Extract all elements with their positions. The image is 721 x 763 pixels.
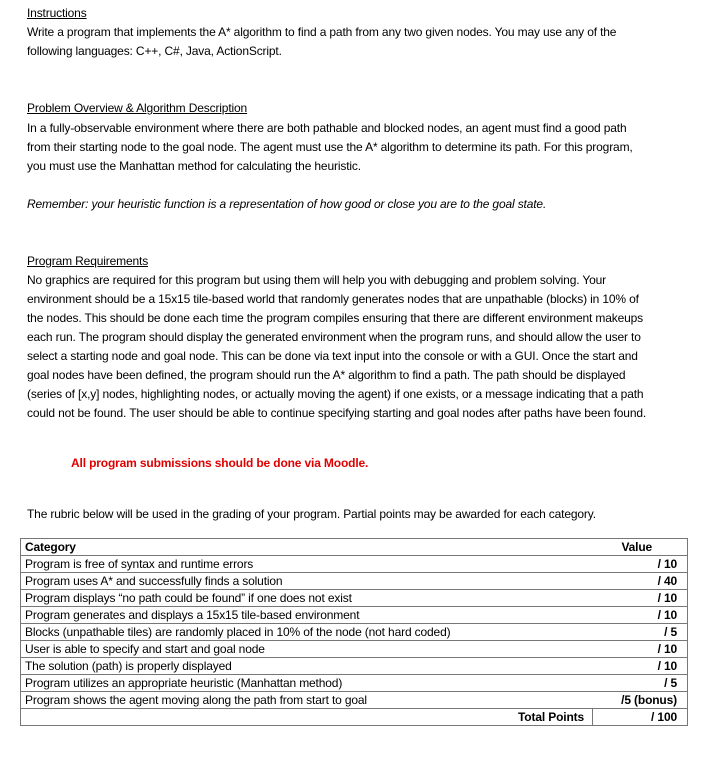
table-row [21, 590, 688, 607]
overview-text: In a fully-observable environment where there are both pathable and blocked nodes, an agent must find a good path [27, 121, 627, 135]
category-header: Category [21, 539, 593, 556]
requirements-text: No graphics are required for this program but using them will help you with debugging and problem solving. Your [27, 273, 607, 287]
value-cell: / 10 [593, 590, 688, 607]
category-cell: Program generates and displays a 15x15 tile-based environment [21, 607, 593, 624]
overview-text: from their starting node to the goal node. The agent must use the A* algorithm to determine its path. For this program, [27, 140, 633, 154]
total-label: Total Points [21, 709, 593, 726]
requirements-text: select a starting node and goal node. This can be done via text input into the console or with a GUI. Once the start and [27, 349, 638, 363]
table-row [21, 624, 688, 641]
requirements-text: each run. The program should display the generated environment when the program runs, and should allow the user to [27, 330, 641, 344]
submission-note: All program submissions should be done via Moodle. [71, 456, 369, 470]
value-cell: / 5 [593, 675, 688, 692]
table-row [21, 573, 688, 590]
instructions-text: Write a program that implements the A* algorithm to find a path from any two given nodes. You may use any of the [27, 25, 617, 39]
value-cell: / 5 [593, 624, 688, 641]
category-cell: Program is free of syntax and runtime errors [21, 556, 593, 573]
overview-heading: Problem Overview & Algorithm Description [27, 101, 248, 115]
table-header-row [21, 539, 688, 556]
category-cell: Program utilizes an appropriate heuristic (Manhattan method) [21, 675, 593, 692]
category-cell: User is able to specify and start and goal node [21, 641, 593, 658]
category-cell: The solution (path) is properly displayed [21, 658, 593, 675]
value-cell: / 40 [593, 573, 688, 590]
requirements-text: environment should be a 15x15 tile-based world that randomly generates nodes that are unpathable (blocks) in 10% of [27, 292, 639, 306]
value-cell: / 10 [593, 607, 688, 624]
table-row [21, 641, 688, 658]
overview-text: you must use the Manhattan method for calculating the heuristic. [27, 159, 361, 173]
value-cell: / 10 [593, 641, 688, 658]
value-header: Value [593, 539, 688, 556]
value-cell: / 10 [593, 556, 688, 573]
value-cell: /5 (bonus) [593, 692, 688, 709]
requirements-text: could not be found. The user should be able to continue specifying starting and goal nodes after paths have been found. [27, 406, 647, 420]
total-row [21, 709, 688, 726]
category-cell: Program uses A* and successfully finds a solution [21, 573, 593, 590]
table-row [21, 607, 688, 624]
instructions-heading: Instructions [27, 6, 87, 20]
rubric-table [20, 538, 688, 726]
requirements-text: goal nodes have been defined, the program should run the A* algorithm to find a path. The path should be displayed [27, 368, 626, 382]
requirements-heading: Program Requirements [27, 254, 149, 268]
category-cell: Blocks (unpathable tiles) are randomly placed in 10% of the node (not hard coded) [21, 624, 593, 641]
table-row [21, 658, 688, 675]
category-cell: Program displays “no path could be found” if one does not exist [21, 590, 593, 607]
instructions-text: following languages: C++, C#, Java, ActionScript. [27, 44, 282, 58]
table-row [21, 675, 688, 692]
category-cell: Program shows the agent moving along the path from start to goal [21, 692, 593, 709]
requirements-text: the nodes. This should be done each time the program compiles ensuring that there are different environment makeups [27, 311, 644, 325]
remember-note: Remember: your heuristic function is a representation of how good or close you are to the goal state. [27, 197, 547, 211]
total-value: / 100 [593, 709, 688, 726]
table-row [21, 692, 688, 709]
requirements-text: (series of [x,y] nodes, highlighting nodes, or actually moving the agent) if one exists, or a message indicating that a path [27, 387, 644, 401]
rubric-intro: The rubric below will be used in the grading of your program. Partial points may be awarded for each category. [27, 507, 596, 521]
value-cell: / 10 [593, 658, 688, 675]
table-row [21, 556, 688, 573]
